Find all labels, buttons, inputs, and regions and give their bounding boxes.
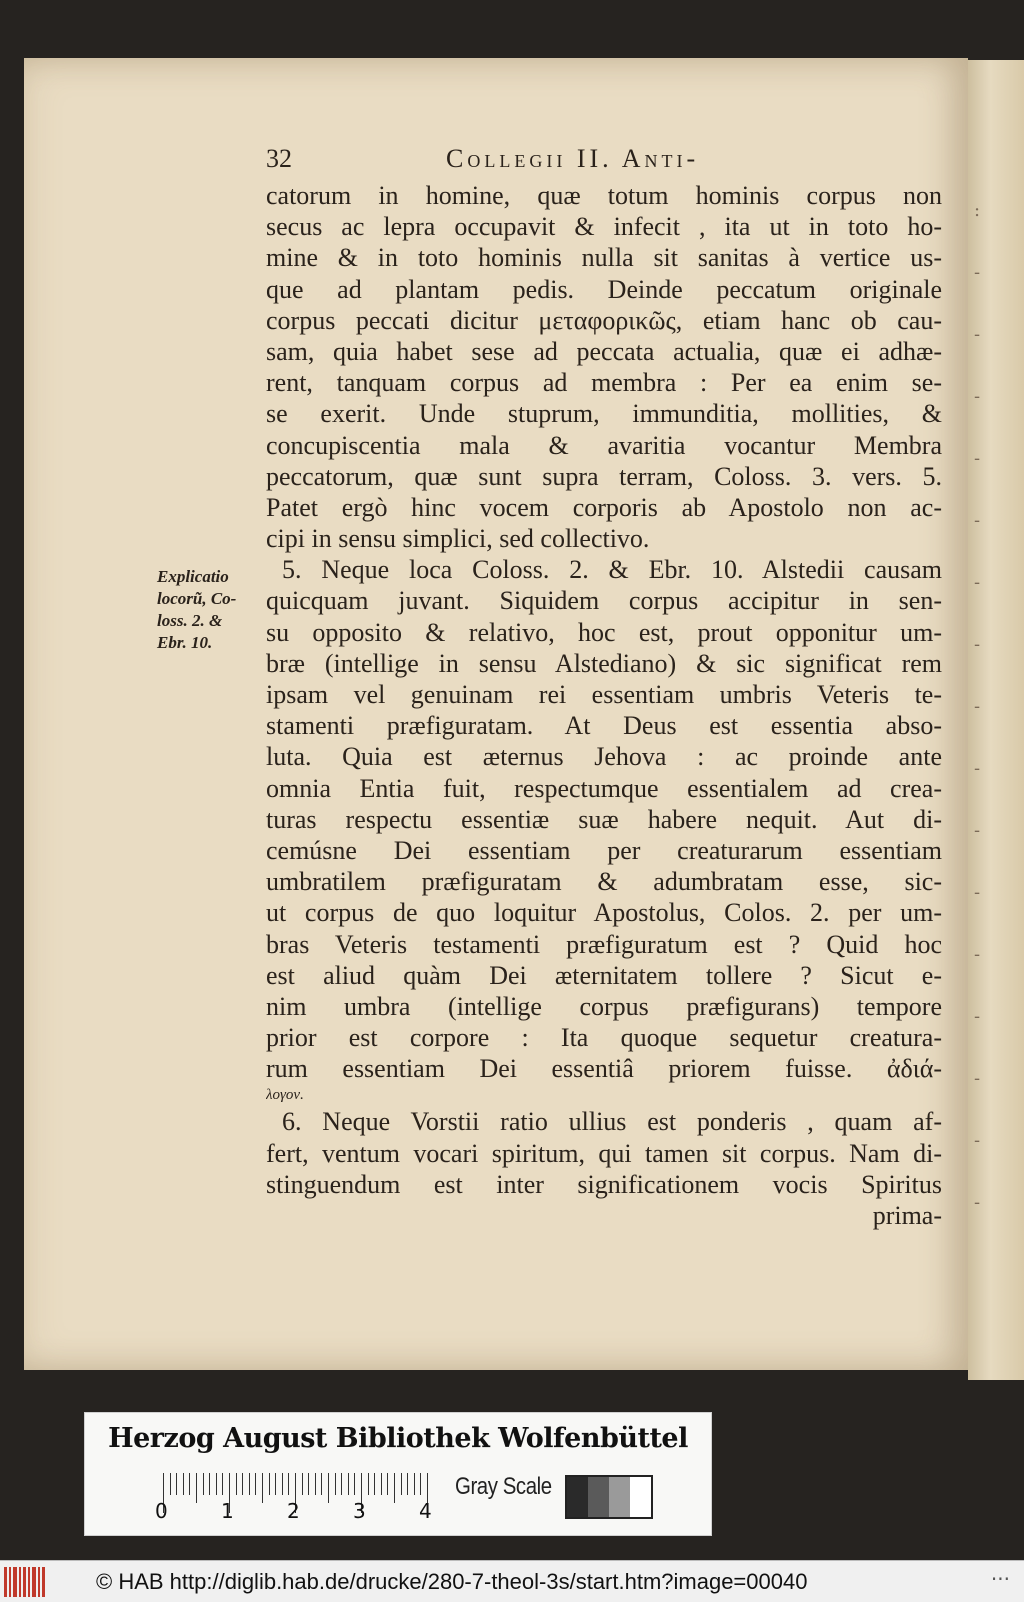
text-line: 6. Neque Vorstii ratio ullius est ponderis , quam af- <box>282 1107 942 1137</box>
ruler-tick <box>288 1473 289 1495</box>
gray-scale-label: Gray Scale <box>455 1473 552 1500</box>
text-line: prima- <box>872 1201 942 1230</box>
text-line: omnia Entia fuit, respectumque essentialem ad crea- <box>266 773 942 803</box>
text-line: catorum in homine, quæ totum hominis corpus non <box>266 181 942 210</box>
ruler-tick <box>302 1473 303 1495</box>
gray-swatch <box>609 1477 630 1517</box>
text-line: Patet ergò hinc vocem corporis ab Apostolo non ac- <box>266 492 942 522</box>
text-line: su opposito & relativo, hoc est, prout opponitur um- <box>266 617 942 647</box>
text-line: rum essentiam Dei essentiâ priorem fuisse. ἀδιά- <box>266 1054 942 1084</box>
ruler-tick <box>222 1473 223 1495</box>
text-line: luta. Quia est æternus Jehova : ac proinde ante <box>266 742 942 772</box>
text-line: bræ (intellige in sensu Alstediano) & sic significat rem <box>266 648 942 678</box>
more-options-icon[interactable]: ··· <box>990 1567 1010 1591</box>
facing-page-fragment: - <box>974 820 981 841</box>
ruler-tick <box>275 1473 276 1495</box>
ruler-tick <box>170 1473 171 1495</box>
ruler-tick <box>374 1473 375 1495</box>
facing-page-fragment: - <box>974 1068 981 1089</box>
facing-page-edge <box>968 60 1024 1380</box>
ruler-tick <box>315 1473 316 1495</box>
footer-credit-link[interactable]: © HAB http://diglib.hab.de/drucke/280-7-theol-3s/start.htm?image=00040 <box>96 1569 808 1594</box>
facing-page-fragment: : <box>974 200 981 221</box>
ruler-numbers <box>155 1499 455 1525</box>
text-line: stinguendum est inter significationem vocis Spiritus <box>266 1169 942 1199</box>
facing-page-fragment: - <box>974 572 981 593</box>
ruler-tick <box>176 1473 177 1495</box>
ruler-tick <box>269 1473 270 1495</box>
facing-page-fragment: - <box>974 448 981 469</box>
gray-swatch <box>588 1477 609 1517</box>
ruler-tick <box>368 1473 369 1495</box>
ruler-tick <box>407 1473 408 1495</box>
ruler-tick <box>282 1473 283 1495</box>
facing-page-fragment: - <box>974 1006 981 1027</box>
text-line: se exerit. Unde stuprum, immunditia, mollities, & <box>266 399 942 429</box>
body-text <box>266 180 942 1231</box>
marginal-note <box>157 566 257 654</box>
gray-swatch <box>630 1477 651 1517</box>
ruler-number: 3 <box>353 1499 366 1523</box>
ruler-tick <box>335 1473 336 1495</box>
facing-page-fragment: - <box>974 944 981 965</box>
color-calibration-card <box>84 1412 712 1536</box>
gray-swatch <box>567 1477 588 1517</box>
text-line: que ad plantam pedis. Deinde peccatum originale <box>266 274 942 304</box>
facing-page-fragment: - <box>974 758 981 779</box>
ruler-tick <box>308 1473 309 1495</box>
facing-page-fragment: - <box>974 634 981 655</box>
ruler-tick <box>242 1473 243 1495</box>
ruler-tick <box>249 1473 250 1495</box>
ruler-tick <box>203 1473 204 1495</box>
text-line: peccatorum, quæ sunt supra terram, Coloss. 3. vers. 5. <box>266 461 942 491</box>
text-line: cemúsne Dei essentiam per creaturarum essentiam <box>266 835 942 865</box>
ruler-tick <box>255 1473 256 1495</box>
text-line: fert, ventum vocari spiritum, qui tamen sit corpus. Nam di- <box>266 1138 942 1168</box>
ruler-tick <box>354 1473 355 1495</box>
footer-bar <box>0 1560 1024 1602</box>
text-line: turas respectu essentiæ suæ habere nequit. Aut di- <box>266 804 942 834</box>
facing-page-fragment: - <box>974 262 981 283</box>
facing-page-fragment: - <box>974 696 981 717</box>
text-line: prior est corpore : Ita quoque sequetur creatura- <box>266 1023 942 1053</box>
text-line: λογον. <box>266 1087 304 1104</box>
ruler-number: 2 <box>287 1499 300 1523</box>
text-line: stamenti præfiguratam. At Deus est essentia abso- <box>266 711 942 741</box>
gray-scale-swatches <box>565 1475 653 1519</box>
text-line: corpus peccati dicitur μεταφορικῶς, etiam hanc ob cau- <box>266 305 942 335</box>
text-line: 5. Neque loca Coloss. 2. & Ebr. 10. Alstedii causam <box>282 555 942 585</box>
ruler-tick <box>387 1473 388 1495</box>
text-line: est aliud quàm Dei æternitatem tollere ? Sicut e- <box>266 960 942 990</box>
page-header <box>266 144 946 178</box>
text-line: secus ac lepra occupavit & infecit , ita ut in toto ho- <box>266 212 942 242</box>
ruler-number: 0 <box>155 1499 168 1523</box>
ruler-tick <box>321 1473 322 1495</box>
marginal-note-line: loss. 2. & <box>157 611 223 630</box>
marginal-note-line: Explicatio <box>157 567 229 586</box>
text-line: ut corpus de quo loquitur Apostolus, Colos. 2. per um- <box>266 898 942 928</box>
facing-page-fragment: - <box>974 324 981 345</box>
ruler-tick <box>401 1473 402 1495</box>
page-number: 32 <box>266 144 292 173</box>
marginal-note-line: locorũ, Co- <box>157 589 237 608</box>
ruler-tick <box>183 1473 184 1495</box>
ruler-tick <box>189 1473 190 1495</box>
text-line: bras Veteris testamenti præfiguratum est ? Quid hoc <box>266 929 942 959</box>
facing-page-fragment: - <box>974 1192 981 1213</box>
ruler-tick <box>381 1473 382 1495</box>
ruler-number: 1 <box>221 1499 234 1523</box>
text-line: ipsam vel genuinam rei essentiam umbris Veteris te- <box>266 680 942 709</box>
facing-page-fragment: - <box>974 386 981 407</box>
text-line: sam, quia habet sese ad peccata actualia, quæ ei adhæ- <box>266 336 942 366</box>
ruler-tick <box>236 1473 237 1495</box>
ruler-number: 4 <box>419 1499 432 1523</box>
text-line: umbratilem præfiguratam & adumbratam esse, sic- <box>266 867 942 897</box>
ruler-tick <box>209 1473 210 1495</box>
ruler-tick <box>420 1473 421 1495</box>
hab-logo-icon <box>4 1567 46 1597</box>
running-head: Collegii II. Anti- <box>446 144 700 173</box>
text-line: mine & in toto hominis nulla sit sanitas à vertice us- <box>266 243 942 273</box>
text-line: cipi in sensu simplici, sed collectivo. <box>266 524 650 554</box>
library-name: Herzog August Bibliothek Wolfenbüttel <box>108 1423 688 1454</box>
text-line: quicquam juvant. Siquidem corpus accipitur in sen- <box>266 586 942 616</box>
facing-page-fragment: - <box>974 882 981 903</box>
text-line: rent, tanquam corpus ad membra : Per ea enim se- <box>266 368 942 398</box>
text-line: concupiscentia mala & avaritia vocantur Membra <box>266 430 942 460</box>
facing-page-fragment: - <box>974 510 981 531</box>
ruler-tick <box>341 1473 342 1495</box>
ruler-tick <box>414 1473 415 1495</box>
ruler-tick <box>348 1473 349 1495</box>
facing-page-fragment: - <box>974 1130 981 1151</box>
text-line: nim umbra (intellige corpus præfigurans) tempore <box>266 991 942 1021</box>
ruler-tick <box>216 1473 217 1495</box>
marginal-note-line: Ebr. 10. <box>157 633 213 652</box>
